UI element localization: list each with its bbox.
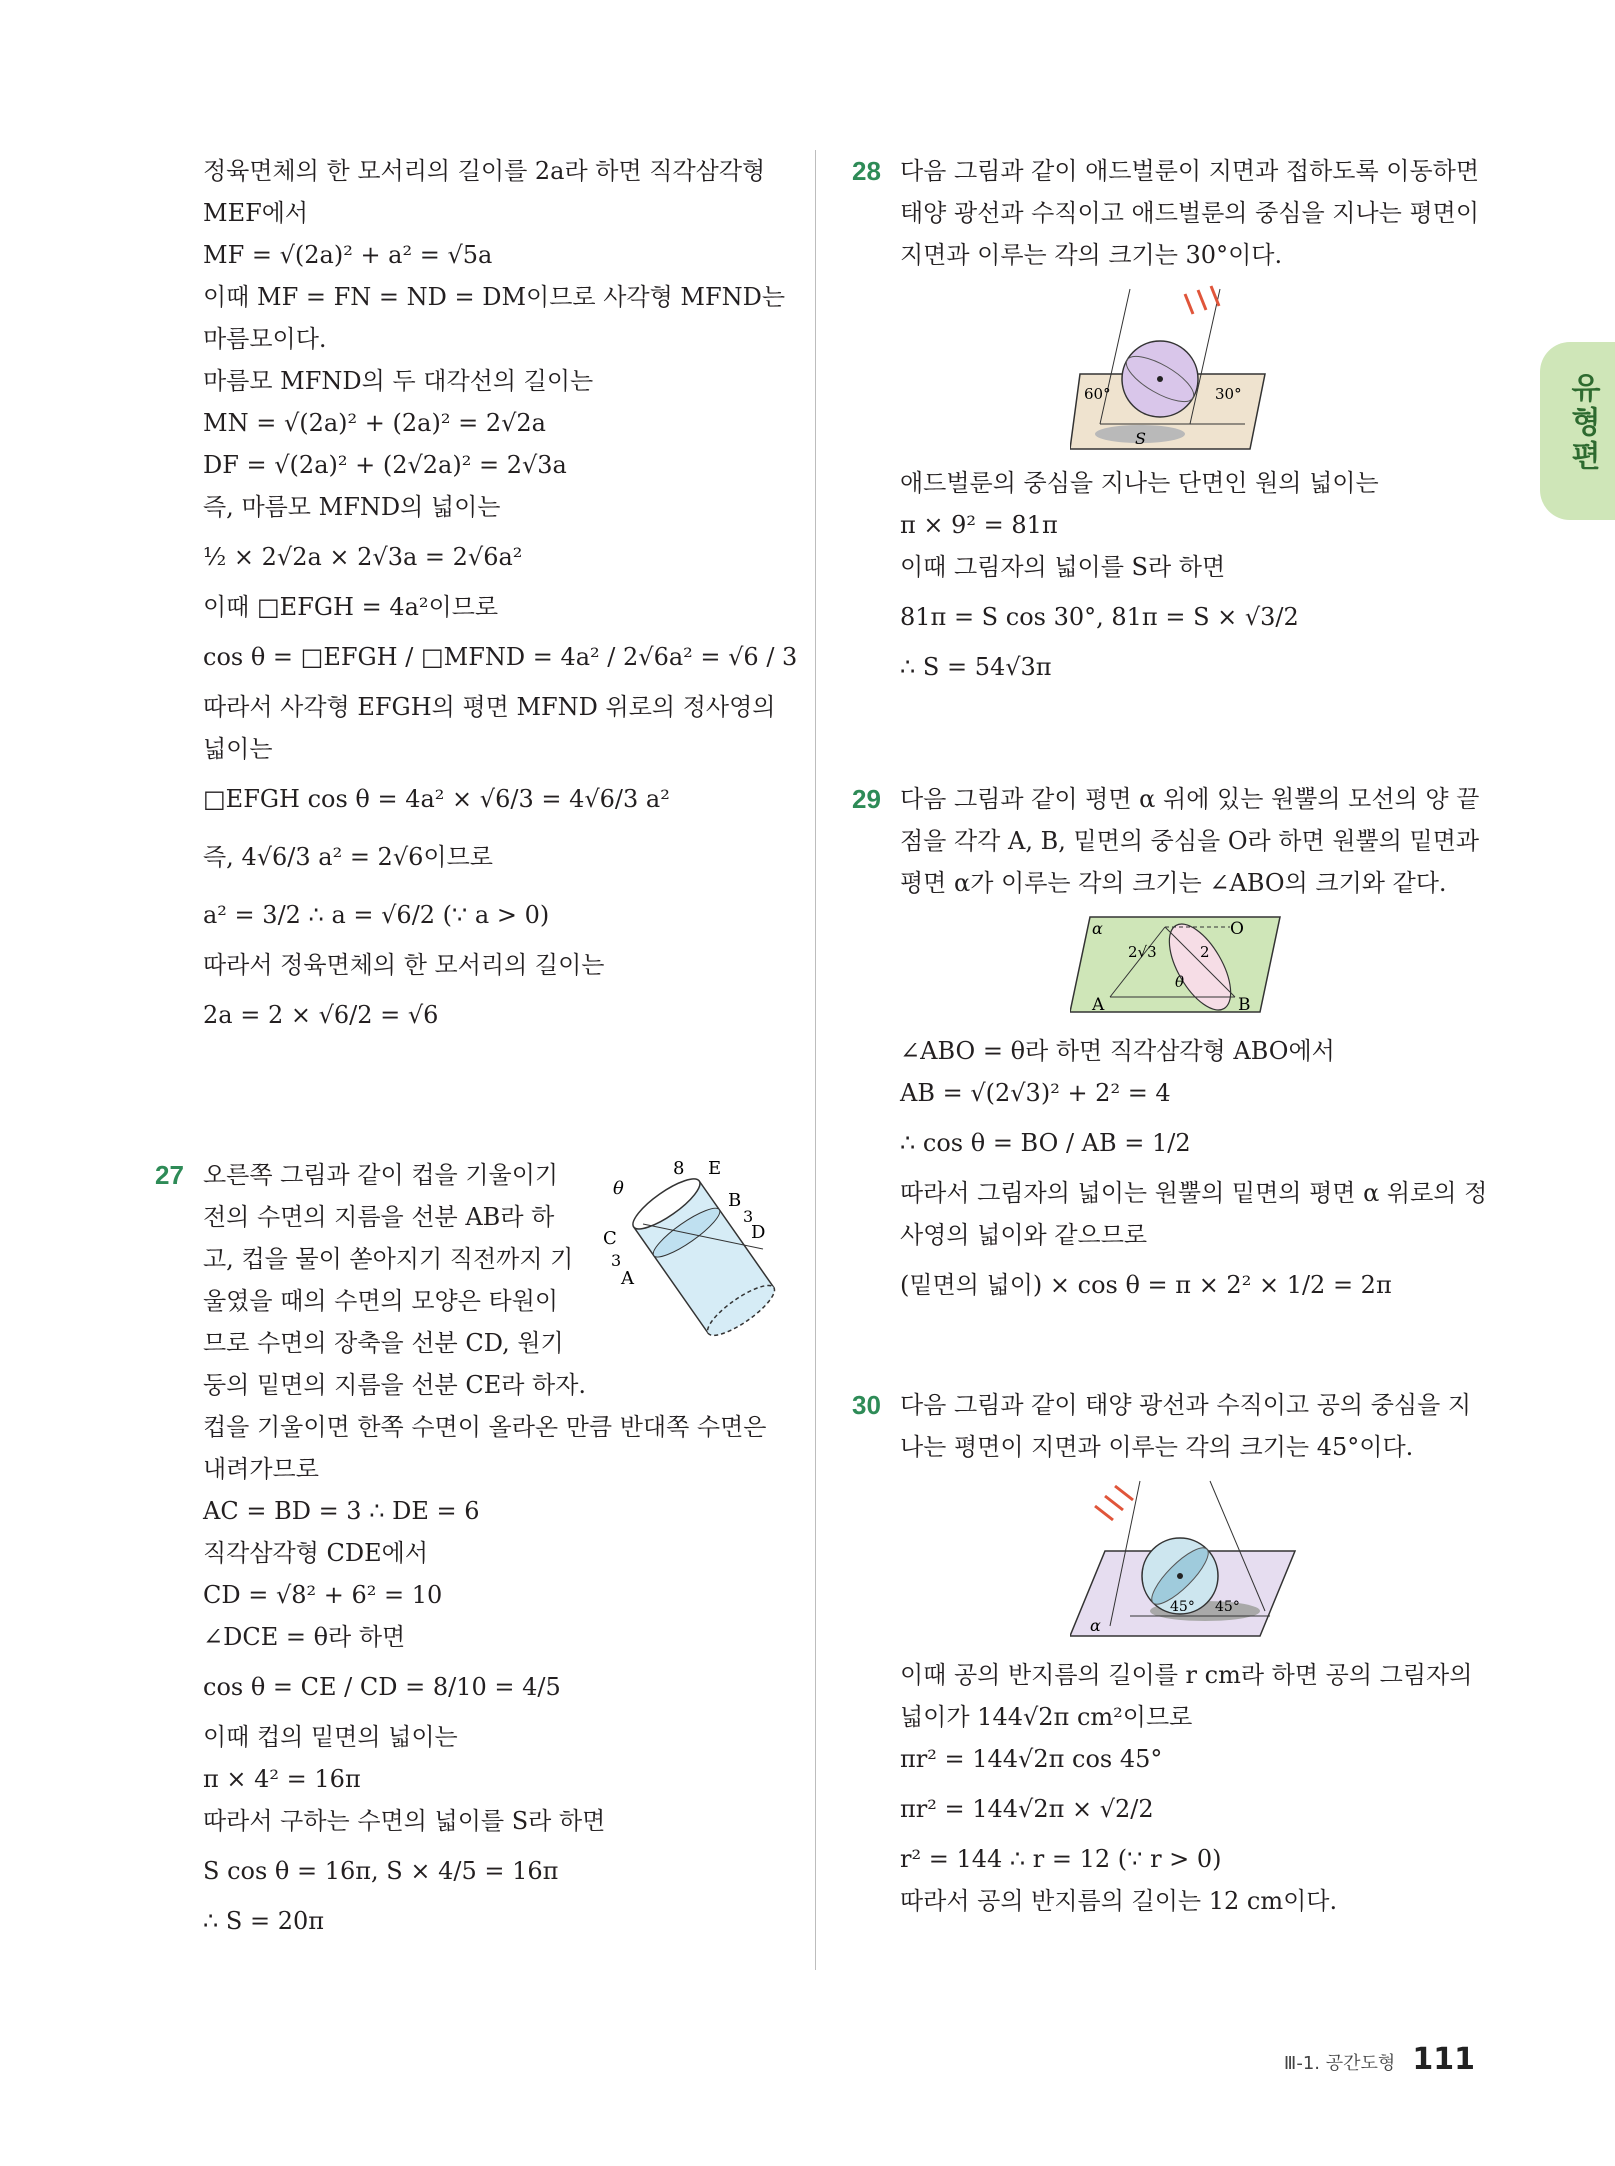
fig-label: 60° [1084, 385, 1111, 403]
fig-label: 45° [1170, 1599, 1195, 1615]
fig-label: B [1238, 995, 1251, 1015]
text-line: 마름모이다. [203, 325, 327, 353]
text-line: 이때 □EFGH = 4a²이므로 [203, 593, 499, 621]
side-tab-label: 유형편 [1565, 372, 1600, 474]
text-line: 평면 α가 이루는 각의 크기는 ∠ABO의 크기와 같다. [900, 869, 1447, 897]
math-line: cos θ = CE / CD = 8/10 = 4/5 [203, 1673, 561, 1701]
math-line: AB = √(2√3)² + 2² = 4 [900, 1079, 1171, 1107]
math-line: S cos θ = 16π, S × 4/5 = 16π [203, 1857, 559, 1885]
math-line: CD = √8² + 6² = 10 [203, 1581, 443, 1609]
text-line: 따라서 정육면체의 한 모서리의 길이는 [203, 951, 605, 979]
text-line: 울였을 때의 수면의 모양은 타원이 [203, 1287, 559, 1315]
ball-shadow-figure [1070, 1476, 1300, 1646]
fig-label: 45° [1215, 1599, 1240, 1615]
text-line: 애드벌룬의 중심을 지나는 단면인 원의 넓이는 [900, 469, 1379, 497]
text-line: 전의 수면의 지름을 선분 AB라 하 [203, 1203, 555, 1231]
text-line: 이때 컵의 밑면의 넓이는 [203, 1723, 458, 1751]
fig-label: A [1092, 995, 1105, 1015]
fig-label: α [1090, 1616, 1101, 1635]
fig-label: 8 [673, 1158, 685, 1179]
fig-label: 3 [743, 1207, 754, 1226]
math-line: r² = 144 ∴ r = 12 (∵ r > 0) [900, 1845, 1222, 1873]
text-line: 나는 평면이 지면과 이루는 각의 크기는 45°이다. [900, 1433, 1414, 1461]
solution-26-continued [203, 150, 798, 1044]
math-line: DF = √(2a)² + (2√2a)² = 2√3a [203, 451, 567, 479]
problem-30 [852, 1384, 1480, 1922]
problem-number: 30 [852, 1390, 881, 1420]
text-line: 컵을 기울이면 한쪽 수면이 올라온 만큼 반대쪽 수면은 [203, 1413, 767, 1441]
text-line: 다음 그림과 같이 애드벌룬이 지면과 접하도록 이동하면 [900, 157, 1480, 185]
text-line: 따라서 그림자의 넓이는 원뿔의 밑면의 평면 α 위로의 정 [900, 1179, 1488, 1207]
fig-label: α [1092, 919, 1103, 938]
problem-number: 28 [852, 156, 881, 186]
column-divider [815, 150, 816, 1970]
math-line: πr² = 144√2π cos 45° [900, 1745, 1163, 1773]
page-number: 111 [1412, 2042, 1475, 2077]
math-line: a² = 3/2 ∴ a = √6/2 (∵ a > 0) [203, 901, 550, 929]
text-line: 따라서 구하는 수면의 넓이를 S라 하면 [203, 1807, 606, 1835]
text-line: 사영의 넓이와 같으므로 [900, 1221, 1148, 1249]
text-line: 오른쪽 그림과 같이 컵을 기울이기 [203, 1161, 559, 1189]
text-line: 지면과 이루는 각의 크기는 30°이다. [900, 241, 1283, 269]
balloon-shadow-figure [1070, 284, 1270, 454]
section-side-tab [1540, 342, 1615, 520]
text-line: 정육면체의 한 모서리의 길이를 2a라 하면 직각삼각형 [203, 157, 766, 185]
text-line: 다음 그림과 같이 태양 광선과 수직이고 공의 중심을 지 [900, 1391, 1472, 1419]
text-line: 고, 컵을 물이 쏟아지기 직전까지 기 [203, 1245, 574, 1273]
fig-label: E [708, 1158, 722, 1179]
fig-label: O [1230, 919, 1244, 939]
math-line: πr² = 144√2π × √2/2 [900, 1795, 1154, 1823]
math-line: 2a = 2 × √6/2 = √6 [203, 1001, 439, 1029]
text-line: 따라서 사각형 EFGH의 평면 MFND 위로의 정사영의 [203, 693, 776, 721]
text-line: 므로 수면의 장축을 선분 CD, 원기 [203, 1329, 564, 1357]
text-line: 다음 그림과 같이 평면 α 위에 있는 원뿔의 모선의 양 끝 [900, 785, 1480, 813]
text-line: 따라서 공의 반지름의 길이는 12 cm이다. [900, 1887, 1338, 1915]
fig-label: θ [1175, 973, 1185, 991]
text-line: 이때 MF = FN = ND = DM이므로 사각형 MFND는 [203, 283, 786, 311]
fig-label: 30° [1215, 385, 1242, 403]
tilted-cup-figure [603, 1154, 793, 1344]
fig-label: B [728, 1190, 742, 1211]
fig-label: 2√3 [1128, 943, 1157, 961]
math-line: ∴ S = 54√3π [900, 653, 1052, 681]
math-line: cos θ = □EFGH / □MFND = 4a² / 2√6a² = √6 / 3 [203, 643, 798, 671]
text-line: MEF에서 [203, 199, 309, 227]
text-line: 마름모 MFND의 두 대각선의 길이는 [203, 367, 594, 395]
problem-29 [852, 778, 1488, 1314]
math-line: 81π = S cos 30°, 81π = S × √3/2 [900, 603, 1299, 631]
math-line: π × 4² = 16π [203, 1765, 361, 1793]
text-line: 넓이가 144√2π cm²이므로 [900, 1703, 1193, 1731]
problem-number: 29 [852, 784, 881, 814]
problem-number: 27 [155, 1160, 184, 1190]
problem-27 [155, 1154, 788, 1942]
text-line: 점을 각각 A, B, 밑면의 중심을 O라 하면 원뿔의 밑면과 [900, 827, 1480, 855]
text-line: 둥의 밑면의 지름을 선분 CE라 하자. [203, 1371, 587, 1399]
cone-on-plane-figure [1070, 912, 1285, 1022]
footer-section: Ⅲ-1. 공간도형 [1283, 2053, 1396, 2074]
math-line: MN = √(2a)² + (2a)² = 2√2a [203, 409, 546, 437]
math-line: ∠DCE = θ라 하면 [203, 1623, 406, 1651]
text-line: 이때 공의 반지름의 길이를 r cm라 하면 공의 그림자의 [900, 1661, 1473, 1689]
fig-label: S [1135, 429, 1146, 448]
text-line: 직각삼각형 CDE에서 [203, 1539, 429, 1567]
math-line: π × 9² = 81π [900, 511, 1058, 539]
math-line: AC = BD = 3 ∴ DE = 6 [203, 1497, 480, 1525]
math-line: □EFGH cos θ = 4a² × √6/3 = 4√6/3 a² [203, 785, 670, 813]
text-line: 태양 광선과 수직이고 애드벌룬의 중심을 지나는 평면이 [900, 199, 1480, 227]
fig-label: A [621, 1268, 634, 1289]
math-line: ∴ cos θ = BO / AB = 1/2 [900, 1129, 1191, 1157]
fig-label: D [751, 1222, 766, 1243]
text-line: ∠ABO = θ라 하면 직각삼각형 ABO에서 [900, 1037, 1335, 1065]
page-footer [1284, 2042, 1475, 2077]
math-line: (밑면의 넓이) × cos θ = π × 2² × 1/2 = 2π [900, 1271, 1392, 1299]
text-line: 즉, 마름모 MFND의 넓이는 [203, 493, 501, 521]
left-column [155, 150, 798, 1942]
fig-label: 3 [611, 1251, 622, 1270]
fig-label: 2 [1200, 943, 1210, 961]
right-column [852, 150, 1488, 1922]
problem-28 [852, 150, 1480, 688]
math-line: ½ × 2√2a × 2√3a = 2√6a² [203, 543, 523, 571]
math-line: MF = √(2a)² + a² = √5a [203, 241, 493, 269]
text-line: 넓이는 [203, 735, 273, 763]
fig-label: θ [613, 1178, 624, 1199]
text-line: 이때 그림자의 넓이를 S라 하면 [900, 553, 1226, 581]
math-line: ∴ S = 20π [203, 1907, 325, 1935]
fig-label: C [603, 1228, 617, 1249]
math-line: 즉, 4√6/3 a² = 2√6이므로 [203, 843, 493, 871]
text-line: 내려가므로 [203, 1455, 319, 1483]
